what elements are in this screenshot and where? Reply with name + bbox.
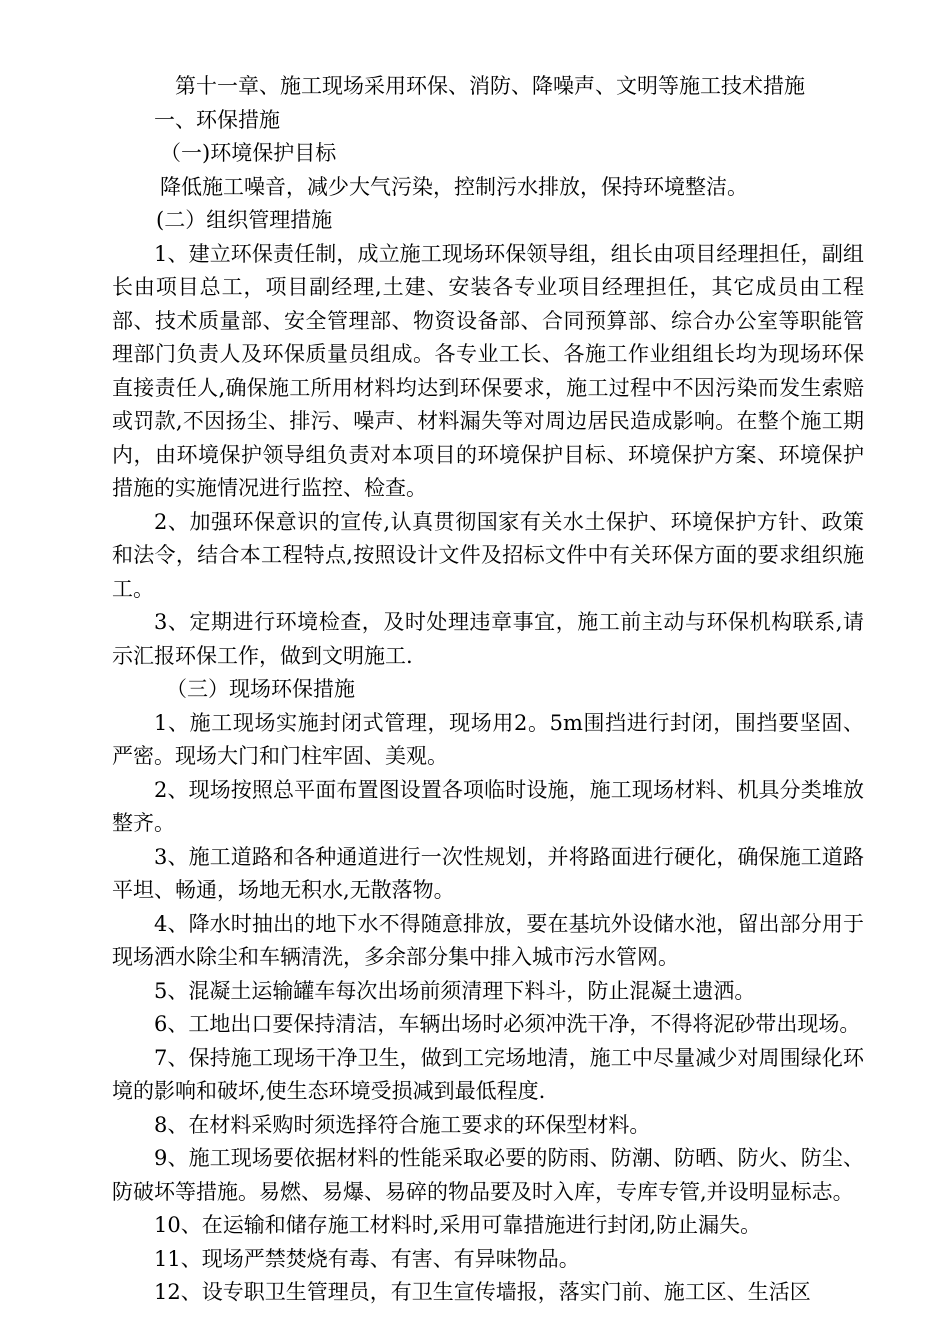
chapter-title: 第十一章、施工现场采用环保、消防、降噪声、文明等施工技术措施 [175, 74, 805, 98]
subsection-heading-organization: (二）组织管理措施 [156, 208, 333, 232]
site-measure-paragraph: 2、现场按照总平面布置图设置各项临时设施，施工现场材料、机具分类堆放整齐。 [112, 777, 864, 835]
site-measure-paragraph: 12、设专职卫生管理员，有卫生宣传墙报，落实门前、施工区、生活区 [154, 1280, 811, 1304]
goal-text: 降低施工噪音，减少大气污染，控制污水排放，保持环境整洁。 [160, 174, 748, 199]
site-measure-paragraph: 9、施工现场要依据材料的性能采取必要的防雨、防潮、防晒、防火、防尘、防破坏等措施。易燃、易爆、易碎的物品要及时入库，专库专管,并设明显标志。 [112, 1146, 864, 1204]
subsection-heading-site-measures: （三）现场环保措施 [166, 677, 355, 701]
site-measure-paragraph: 7、保持施工现场干净卫生，做到工完场地清，施工中尽量减少对周围绿化环境的影响和破坏,使生态环境受损减到最低程度. [112, 1045, 864, 1103]
document-body [112, 70, 864, 1310]
subsection-heading-goal: （一)环境保护目标 [160, 141, 337, 165]
site-measure-paragraph: 3、施工道路和各种通道进行一次性规划，并将路面进行硬化，确保施工道路平坦、畅通，场地无积水,无散落物。 [112, 844, 864, 902]
organization-paragraph: 2、加强环保意识的宣传,认真贯彻国家有关水土保护、环境保护方针、政策和法令，结合本工程特点,按照设计文件及招标文件中有关环保方面的要求组织施工。 [112, 509, 864, 601]
organization-paragraph: 3、定期进行环境检查，及时处理违章事宜，施工前主动与环保机构联系,请示汇报环保工作，做到文明施工. [112, 610, 864, 668]
site-measure-paragraph: 1、施工现场实施封闭式管理，现场用2。5m围挡进行封闭，围挡要坚固、严密。现场大门和门柱牢固、美观。 [112, 710, 864, 768]
site-measure-paragraph: 10、在运输和储存施工材料时,采用可靠措施进行封闭,防止漏失。 [154, 1213, 762, 1237]
organization-paragraph: 1、建立环保责任制，成立施工现场环保领导组，组长由项目经理担任，副组长由项目总工，项目副经理,土建、安装各专业项目经理担任，其它成员由工程部、技术质量部、安全管理部、物资设备部、合同预算部、综合办公室等职能管理部门负责人及环保质量员组成。各专业工长、各施工作业组组长均为现场环保直接责任人,确保施工所用材料均达到环保要求，施工过程中不因污染而发生索赔或罚款,不因扬尘、排污、噪声、材料漏失等对周边居民造成影响。在整个施工期内，由环境保护领导组负责对本项目的环境保护目标、环境保护方案、环境保护措施的实施情况进行监控、检查。 [112, 241, 864, 500]
site-measure-paragraph: 5、混凝土运输罐车每次出场前须清理下料斗，防止混凝土遗洒。 [154, 978, 756, 1003]
site-measure-paragraph: 6、工地出口要保持清洁，车辆出场时必须冲洗干净，不得将泥砂带出现场。 [154, 1012, 861, 1036]
site-measure-paragraph: 8、在材料采购时须选择符合施工要求的环保型材料。 [154, 1112, 651, 1137]
site-measure-paragraph: 11、现场严禁焚烧有毒、有害、有异味物品。 [154, 1246, 580, 1271]
section-heading-environmental: 一、环保措施 [154, 107, 280, 132]
site-measure-paragraph: 4、降水时抽出的地下水不得随意排放，要在基坑外设储水池，留出部分用于现场洒水除尘和车辆清洗，多余部分集中排入城市污水管网。 [112, 911, 864, 969]
